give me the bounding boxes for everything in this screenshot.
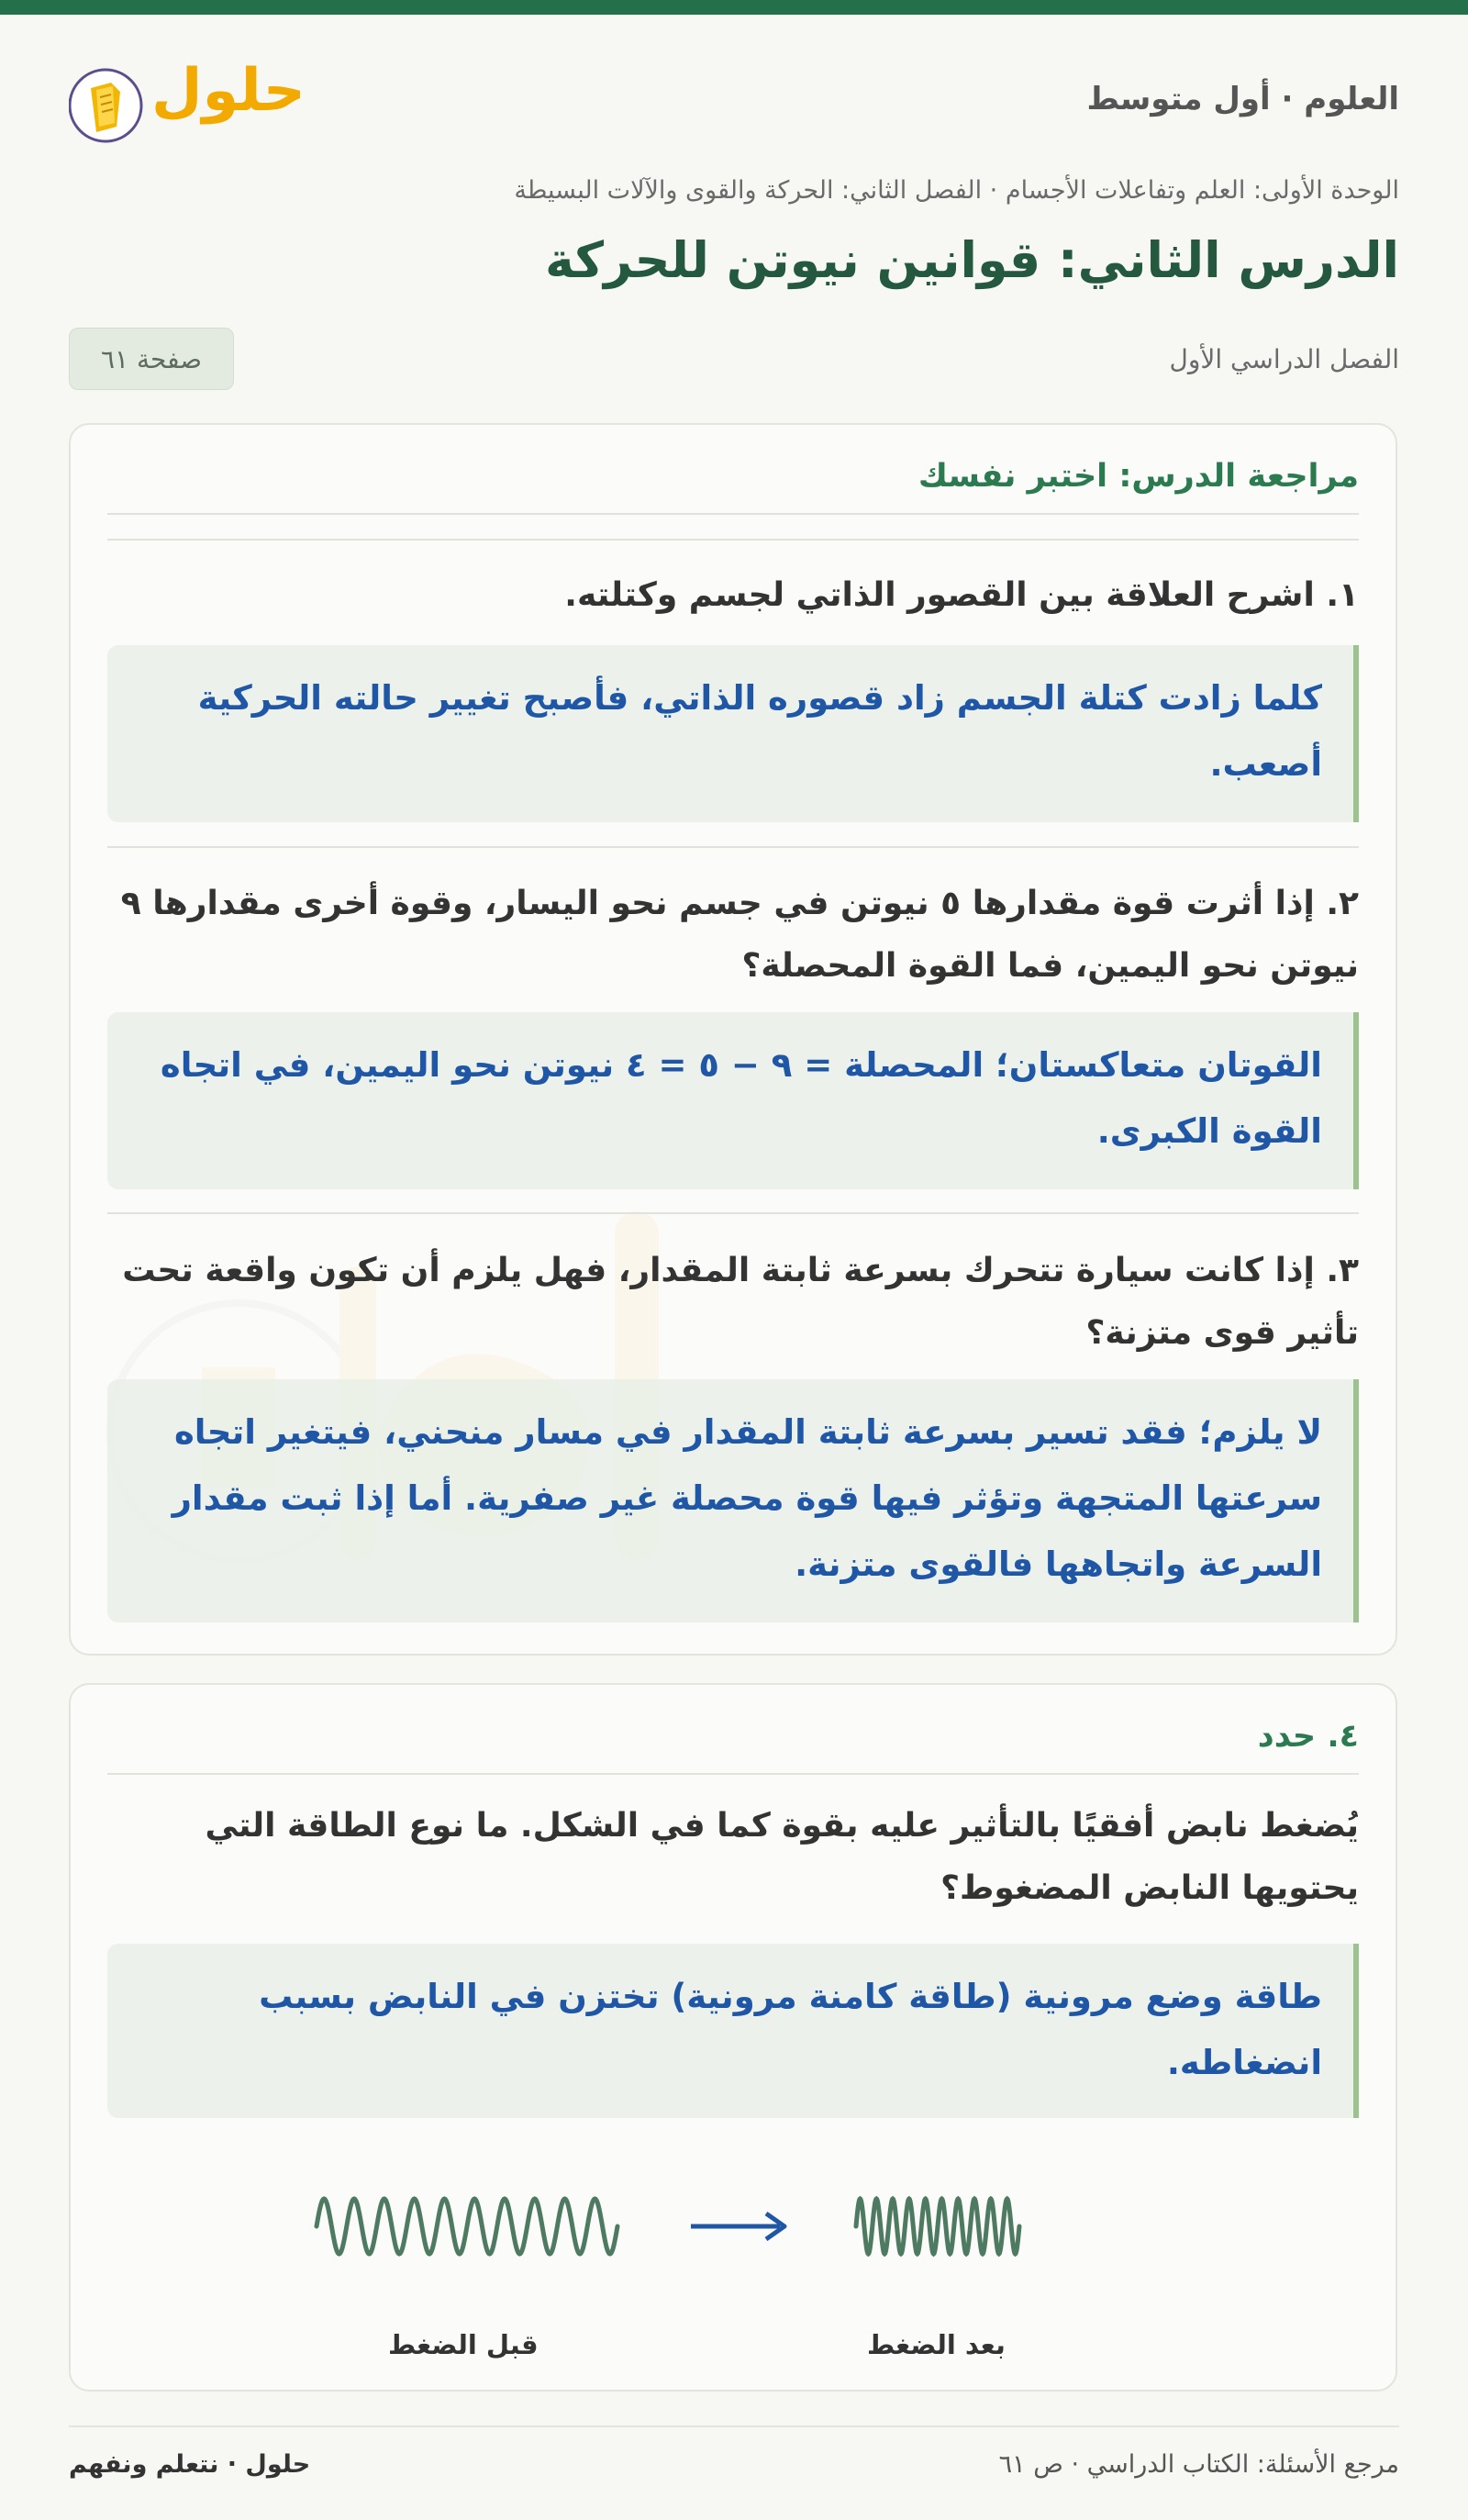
breadcrumb: الوحدة الأولى: العلم وتفاعلات الأجسام · الفصل الثاني: الحركة والقوى والآلات البسيطة [514,176,1399,205]
answer-3: لا يلزم؛ فقد تسير بسرعة ثابتة المقدار في مسار منحني، فيتغير اتجاه سرعتها المتجهة وتؤثر فيها قوة محصلة غير صفرية. أما إذا ثبت مقدار السرعة واتجاهها فالقوى متزنة. [172,1412,1322,1584]
divider [107,1773,1359,1775]
arrow-right-icon [684,2199,794,2254]
after-compression-caption: بعد الضغط [867,2329,1006,2360]
identify-heading: ٤. حدد [1257,1718,1359,1755]
question-3: ٣. إذا كانت سيارة تتحرك بسرعة ثابتة المقدار، فهل يلزم أن تكون واقعة تحت تأثير قوى متزنة؟ [122,1252,1359,1352]
lesson-title: الدرس الثاني: قوانين نيوتن للحركة [544,231,1399,289]
before-compression-caption: قبل الضغط [388,2329,539,2360]
footer-reference: مرجع الأسئلة: الكتاب الدراسي · ص ٦١ [998,2450,1399,2479]
answer-2: القوتان متعاكستان؛ المحصلة = ٩ − ٥ = ٤ نيوتن نحو اليمين، في اتجاه القوة الكبرى. [160,1045,1322,1151]
divider [107,1212,1359,1214]
divider [107,539,1359,541]
review-card [69,423,1397,1656]
answer-box-1 [107,645,1359,822]
answer-box-2 [107,1012,1359,1189]
page-header [69,55,1399,156]
footer-brand: حلول · نتعلم ونفهم [69,2450,311,2479]
answer-1: كلما زادت كتلة الجسم زاد قصوره الذاتي، فأصبح تغيير حالته الحركية أصعب. [197,678,1322,784]
answer-box-4 [107,1944,1359,2118]
footer-divider [69,2425,1399,2427]
question-2: ٢. إذا أثرت قوة مقدارها ٥ نيوتن في جسم نحو اليسار، وقوة أخرى مقدارها ٩ نيوتن نحو اليمين، فما القوة المحصلة؟ [120,885,1359,985]
question-1: ١. اشرح العلاقة بين القصور الذاتي لجسم وكتلته. [564,576,1359,614]
logo-text: حلول [151,57,306,125]
top-accent-bar [0,0,1468,15]
review-heading: مراجعة الدرس: اختبر نفسك [918,458,1359,495]
spring-after-figure [851,2180,1025,2272]
term-label: الفصل الدراسي الأول [1169,344,1399,374]
spring-before-figure [311,2180,623,2272]
page-number-badge: صفحة ٦١ [69,328,234,390]
answer-4: طاقة وضع مرونية (طاقة كامنة مرونية) تختزن في النابض بسبب انضغاطه. [259,1977,1322,2082]
brand-logo[interactable] [69,55,326,156]
identify-card [69,1683,1397,2392]
question-4: يُضغط نابض أفقيًا بالتأثير عليه بقوة كما في الشكل. ما نوع الطاقة التي يحتويها النابض المضغوط؟ [205,1807,1359,1907]
divider [107,846,1359,848]
divider [107,513,1359,515]
subject-label: العلوم · أول متوسط [1086,81,1399,117]
answer-box-3 [107,1379,1359,1622]
